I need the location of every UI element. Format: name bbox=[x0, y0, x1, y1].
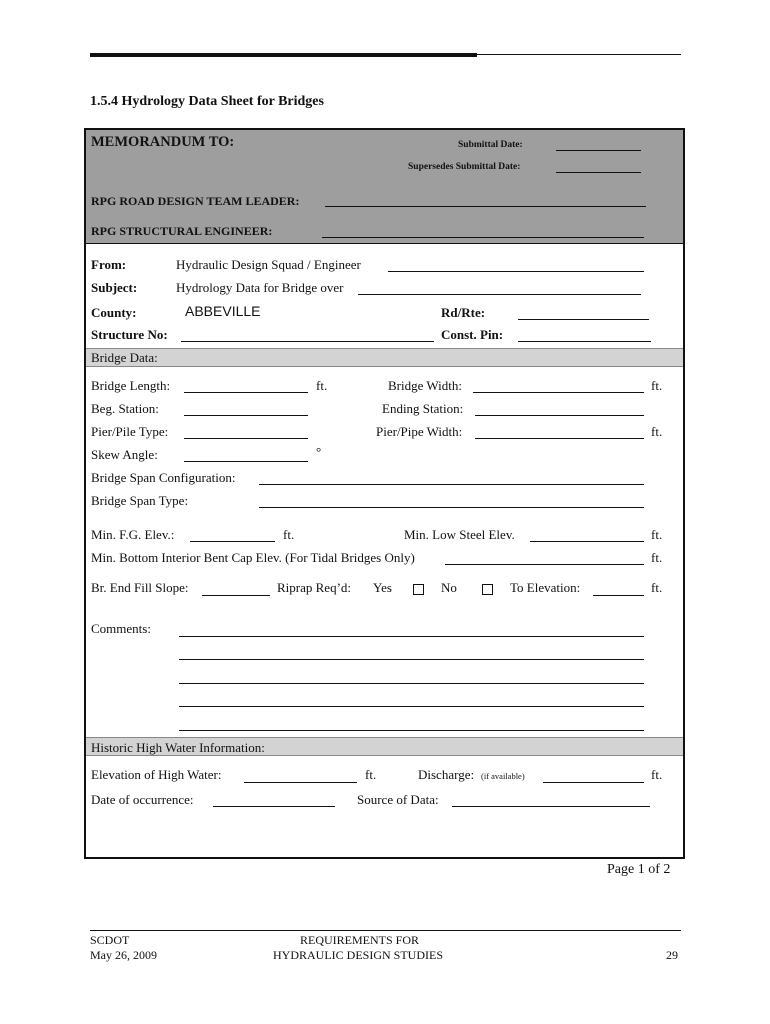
riprap-yes-label: Yes bbox=[373, 580, 392, 595]
riprap-label: Riprap Req’d: bbox=[277, 580, 352, 595]
comments-line[interactable] bbox=[179, 706, 644, 707]
date-occurrence-field[interactable] bbox=[213, 806, 335, 807]
min-fg-elev-label: Min. F.G. Elev.: bbox=[91, 527, 175, 542]
header-rule-thin bbox=[477, 54, 681, 55]
bridge-length-label: Bridge Length: bbox=[91, 378, 171, 393]
county-value[interactable]: ABBEVILLE bbox=[185, 303, 261, 319]
page-indicator: Page 1 of 2 bbox=[607, 862, 671, 877]
min-bottom-cap-field[interactable] bbox=[445, 564, 644, 565]
comments-line[interactable] bbox=[179, 636, 644, 637]
bridge-length-field[interactable] bbox=[184, 392, 308, 393]
submittal-date-label: Submittal Date: bbox=[458, 140, 523, 150]
riprap-no-checkbox[interactable] bbox=[482, 584, 493, 595]
comments-line[interactable] bbox=[179, 683, 644, 684]
elevation-high-water-field[interactable] bbox=[244, 782, 357, 783]
skew-angle-label: Skew Angle: bbox=[91, 447, 158, 462]
subject-field[interactable] bbox=[358, 294, 641, 295]
from-field[interactable] bbox=[388, 271, 644, 272]
road-design-leader-label: RPG ROAD DESIGN TEAM LEADER: bbox=[91, 194, 300, 208]
structural-engineer-label: RPG STRUCTURAL ENGINEER: bbox=[91, 224, 273, 238]
elevation-unit: ft. bbox=[365, 767, 377, 782]
span-type-label: Bridge Span Type: bbox=[91, 493, 189, 508]
bridge-width-label: Bridge Width: bbox=[388, 378, 462, 393]
footer-date: May 26, 2009 bbox=[90, 948, 157, 962]
pier-pile-type-label: Pier/Pile Type: bbox=[91, 424, 169, 439]
footer-rule bbox=[90, 930, 681, 931]
comments-line[interactable] bbox=[179, 659, 644, 660]
bridge-data-label: Bridge Data: bbox=[91, 350, 158, 365]
end-fill-slope-label: Br. End Fill Slope: bbox=[91, 580, 189, 595]
skew-angle-field[interactable] bbox=[184, 461, 308, 462]
to-elevation-unit: ft. bbox=[651, 580, 663, 595]
pier-pipe-width-label: Pier/Pipe Width: bbox=[376, 424, 463, 439]
min-low-steel-unit: ft. bbox=[651, 527, 663, 542]
bridge-width-unit: ft. bbox=[651, 378, 663, 393]
span-type-field[interactable] bbox=[259, 507, 644, 508]
min-low-steel-label: Min. Low Steel Elev. bbox=[404, 527, 515, 542]
footer-title-line2: HYDRAULIC DESIGN STUDIES bbox=[273, 948, 443, 962]
header-rule-thick bbox=[90, 53, 477, 57]
from-value: Hydraulic Design Squad / Engineer bbox=[176, 257, 361, 272]
from-label: From: bbox=[91, 257, 127, 272]
structural-engineer-field[interactable] bbox=[322, 237, 644, 238]
submittal-date-field[interactable] bbox=[556, 150, 641, 151]
min-low-steel-field[interactable] bbox=[530, 541, 644, 542]
date-occurrence-label: Date of occurrence: bbox=[91, 792, 194, 807]
subject-label: Subject: bbox=[91, 280, 138, 295]
rdrte-label: Rd/Rte: bbox=[441, 305, 486, 320]
rdrte-field[interactable] bbox=[518, 319, 649, 320]
min-bottom-cap-label: Min. Bottom Interior Bent Cap Elev. (For Tidal Bridges Only) bbox=[91, 550, 415, 565]
bridge-width-field[interactable] bbox=[473, 392, 644, 393]
historic-label: Historic High Water Information: bbox=[91, 740, 265, 755]
supersedes-date-field[interactable] bbox=[556, 172, 641, 173]
source-data-field[interactable] bbox=[452, 806, 650, 807]
beg-station-label: Beg. Station: bbox=[91, 401, 159, 416]
road-design-leader-field[interactable] bbox=[325, 206, 646, 207]
county-label: County: bbox=[91, 305, 137, 320]
structure-no-label: Structure No: bbox=[91, 327, 168, 342]
discharge-field[interactable] bbox=[543, 782, 644, 783]
min-bottom-cap-unit: ft. bbox=[651, 550, 663, 565]
footer-org: SCDOT bbox=[90, 933, 130, 947]
riprap-yes-checkbox[interactable] bbox=[413, 584, 424, 595]
memorandum-to-label: MEMORANDUM TO: bbox=[91, 134, 235, 150]
span-config-label: Bridge Span Configuration: bbox=[91, 470, 236, 485]
end-fill-slope-field[interactable] bbox=[202, 595, 270, 596]
discharge-note: (if available) bbox=[481, 771, 525, 781]
bridge-data-band bbox=[86, 348, 683, 367]
source-data-label: Source of Data: bbox=[357, 792, 439, 807]
comments-label: Comments: bbox=[91, 621, 151, 636]
beg-station-field[interactable] bbox=[184, 415, 308, 416]
footer-page-number: 29 bbox=[666, 948, 678, 962]
footer-title-line1: REQUIREMENTS FOR bbox=[300, 933, 420, 947]
memo-divider bbox=[86, 243, 683, 244]
riprap-no-label: No bbox=[441, 580, 457, 595]
to-elevation-label: To Elevation: bbox=[510, 580, 581, 595]
section-title: 1.5.4 Hydrology Data Sheet for Bridges bbox=[90, 94, 324, 109]
span-config-field[interactable] bbox=[259, 484, 644, 485]
pier-pipe-width-unit: ft. bbox=[651, 424, 663, 439]
comments-line[interactable] bbox=[179, 730, 644, 731]
pier-pile-type-field[interactable] bbox=[184, 438, 308, 439]
const-pin-label: Const. Pin: bbox=[441, 327, 504, 342]
structure-no-field[interactable] bbox=[181, 341, 434, 342]
min-fg-elev-field[interactable] bbox=[190, 541, 275, 542]
elevation-high-water-label: Elevation of High Water: bbox=[91, 767, 222, 782]
ending-station-label: Ending Station: bbox=[382, 401, 464, 416]
min-fg-elev-unit: ft. bbox=[283, 527, 295, 542]
to-elevation-field[interactable] bbox=[593, 595, 644, 596]
pier-pipe-width-field[interactable] bbox=[475, 438, 644, 439]
discharge-unit: ft. bbox=[651, 767, 663, 782]
subject-value: Hydrology Data for Bridge over bbox=[176, 280, 344, 295]
bridge-length-unit: ft. bbox=[316, 378, 328, 393]
supersedes-date-label: Supersedes Submittal Date: bbox=[408, 162, 521, 172]
const-pin-field[interactable] bbox=[518, 341, 651, 342]
discharge-label: Discharge: bbox=[418, 767, 475, 782]
ending-station-field[interactable] bbox=[475, 415, 644, 416]
degree-symbol: ° bbox=[316, 444, 322, 459]
